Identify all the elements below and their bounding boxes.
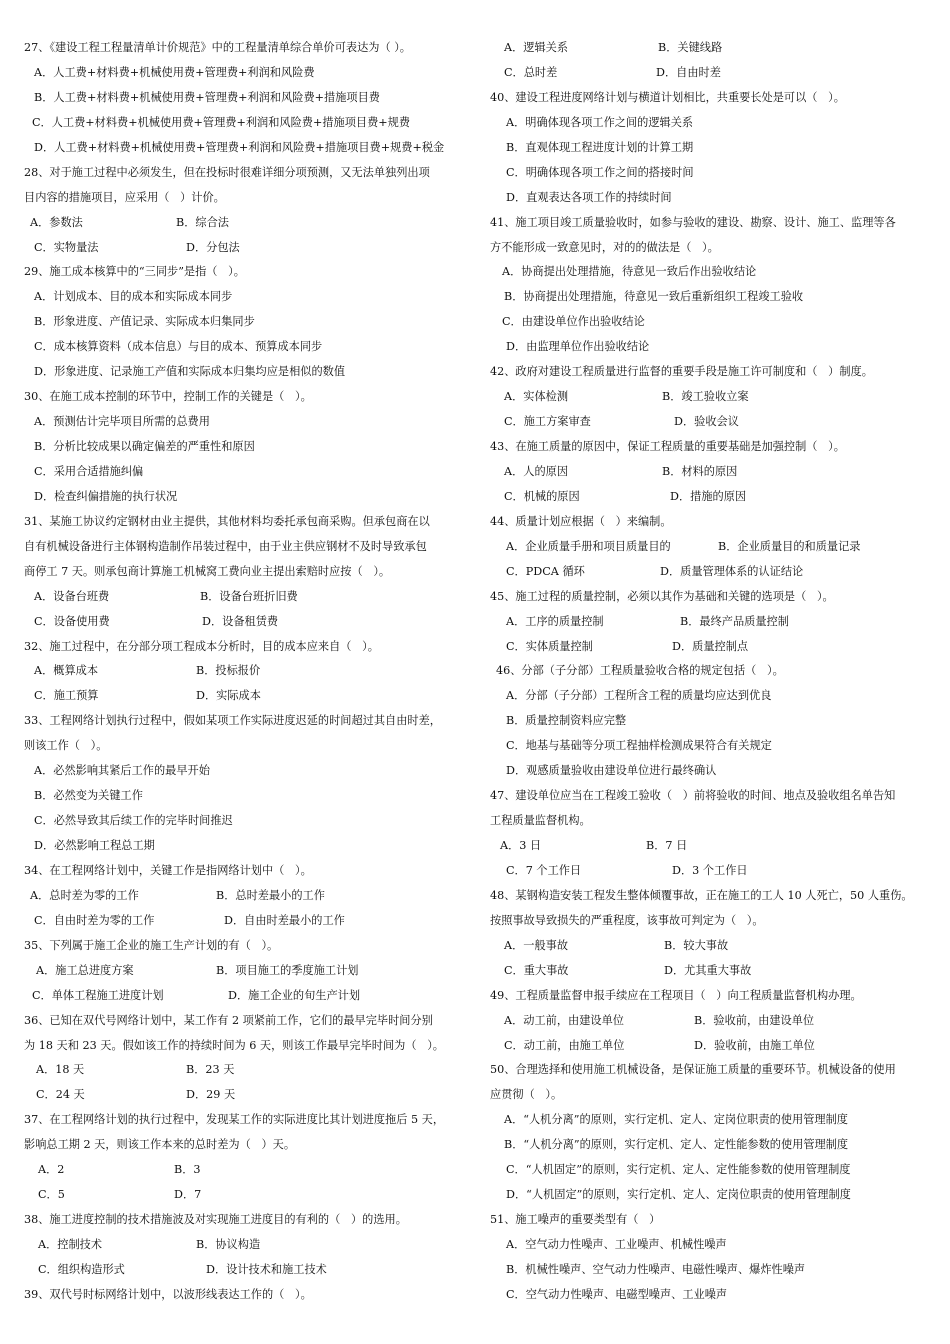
line-text: 46、分部（子分部）工程质量验收合格的规定包括（ ）。 <box>496 664 784 678</box>
text-line <box>490 1283 935 1308</box>
text-line <box>490 111 935 136</box>
line-text: D．形象进度、记录施工产值和实际成本归集均应是相似的数值 <box>34 365 346 379</box>
line-text: 40、建设工程进度网络计划与横道计划相比，共重要长处是可以（ ）。 <box>490 90 845 104</box>
text-line <box>490 759 935 784</box>
line-text: A．空气动力性噪声、工业噪声、机械性噪声 <box>506 1238 727 1251</box>
line-text: A．动工前，由建设单位 <box>504 1013 624 1027</box>
text-line <box>24 784 474 809</box>
line-text: 27、《建设工程工程量清单计价规范》中的工程量清单综合单价可表达为（ ）。 <box>24 41 411 54</box>
option-b-text: D．分包法 <box>186 240 240 254</box>
line-text: C．施工预算 <box>34 689 99 703</box>
text-line <box>490 410 935 435</box>
line-text: C．成本核算资料（成本信息）与目的成本、预算成本同步 <box>34 340 323 354</box>
text-line <box>490 834 935 859</box>
line-text: B．“人机分离”的原则，实行定机、定人、定性能参数的使用管理制度 <box>504 1138 849 1152</box>
text-line <box>490 1158 935 1183</box>
text-line <box>24 211 474 236</box>
text-line <box>490 161 935 186</box>
line-text: 32、施工过程中，在分部分项工程成本分析时，目的成本应来自（ ）。 <box>24 639 379 653</box>
line-text: 49、工程质量监督申报手续应在工程项目（ ）向工程质量监督机构办理。 <box>490 988 862 1002</box>
text-line <box>490 659 935 684</box>
line-text: A．2 <box>38 1163 65 1177</box>
option-b-text: D．措施的原因 <box>670 489 747 503</box>
line-text: A．分部（子分部）工程所含工程的质量均应达到优良 <box>506 689 772 703</box>
option-b-text: B．较大事故 <box>664 938 729 952</box>
text-line <box>24 610 474 635</box>
line-text: 31、某施工协议约定钢材由业主提供，其他材料均委托承包商采购。但承包商在以 <box>24 514 430 528</box>
line-text: C．组织构造形式 <box>38 1262 125 1276</box>
line-text: C．空气动力性噪声、电磁型噪声、工业噪声 <box>506 1287 728 1301</box>
line-text: 44、质量计划应根据（ ）来编制。 <box>490 514 672 528</box>
option-b-text: B．企业质量目的和质量记录 <box>718 539 861 553</box>
line-text: 33、工程网络计划执行过程中，假如某项工作实际进度迟延的时间超过其自由时差， <box>24 714 441 728</box>
text-line <box>24 410 474 435</box>
line-text: 34、在工程网络计划中，关键工作是指网络计划中（ ）。 <box>24 863 312 877</box>
line-text: 42、政府对建设工程质量进行监督的重要手段是施工许可制度和（ ）制度。 <box>490 365 873 379</box>
text-line <box>24 61 474 86</box>
option-b-text: D．29 天 <box>186 1088 236 1102</box>
text-line <box>24 709 474 734</box>
line-text: A．“人机分离”的原则，实行定机、定人、定岗位职责的使用管理制度 <box>504 1113 848 1127</box>
text-line <box>490 1133 935 1158</box>
text-line <box>24 834 474 859</box>
line-text: A．人工费+材料费+机械使用费+管理费+利润和风险费 <box>34 65 315 79</box>
line-text: 35、下列属于施工企业的施工生产计划的有（ ）。 <box>24 938 279 952</box>
line-text: C．必然导致其后续工作的完毕时间推迟 <box>34 814 233 828</box>
line-text: A．设备台班费 <box>34 589 110 603</box>
text-line <box>490 86 935 111</box>
text-line <box>24 909 474 934</box>
text-line <box>24 86 474 111</box>
line-text: D．必然影响工程总工期 <box>34 839 155 852</box>
option-b-text: B．材料的原因 <box>662 464 738 478</box>
line-text: 38、施工进度控制的技术措施波及对实现施工进度目的有利的（ ）的选用。 <box>24 1213 407 1227</box>
line-text: B．机械性噪声、空气动力性噪声、电磁性噪声、爆炸性噪声 <box>506 1262 806 1276</box>
line-text: 自有机械设备进行主体钢构造制作吊装过程中，由于业主供应钢材不及时导致承包 <box>24 539 427 553</box>
line-text: 28、对于施工过程中必须发生，但在投标时很难详细分项预测，又无法单独列出项 <box>24 165 430 179</box>
line-text: 45、施工过程的质量控制，必须以其作为基础和关键的选项是（ ）。 <box>490 589 834 603</box>
left-column <box>24 36 474 1308</box>
line-text: A．工序的质量控制 <box>506 614 604 628</box>
text-line <box>24 1108 474 1133</box>
text-line <box>24 1208 474 1233</box>
text-line <box>24 1233 474 1258</box>
text-line <box>490 136 935 161</box>
line-text: 方不能形成一致意见时，对的的做法是（ ）。 <box>490 240 719 254</box>
text-line <box>490 859 935 884</box>
text-line <box>490 385 935 410</box>
line-text: C．明确体现各项工作之间的搭接时间 <box>506 165 694 179</box>
text-line <box>490 1258 935 1283</box>
text-line <box>490 535 935 560</box>
text-line <box>490 560 935 585</box>
text-line <box>490 236 935 261</box>
line-text: A．协商提出处理措施，待意见一致后作出验收结论 <box>502 265 757 279</box>
option-b-text: D．验收前，由施工单位 <box>694 1038 815 1052</box>
line-text: 47、建设单位应当在工程竣工验收（ ）前将验收的时间、地点及验收组名单告知 <box>490 789 896 803</box>
text-line <box>490 959 935 984</box>
text-line <box>490 510 935 535</box>
option-b-text: D．验收会议 <box>674 415 739 429</box>
text-line <box>24 161 474 186</box>
text-line <box>490 360 935 385</box>
text-line <box>24 435 474 460</box>
line-text: 目内容的措施项目，应采用（ ）计价。 <box>24 190 225 204</box>
text-line <box>490 684 935 709</box>
line-text: B．必然变为关键工作 <box>34 789 143 803</box>
line-text: D．检查纠偏措施的执行状况 <box>34 489 178 503</box>
text-line <box>490 1034 935 1059</box>
text-line <box>24 659 474 684</box>
text-line <box>24 759 474 784</box>
line-text: A．计划成本、目的成本和实际成本同步 <box>34 290 233 304</box>
line-text: C．“人机固定”的原则，实行定机、定人、定性能参数的使用管理制度 <box>506 1163 851 1177</box>
line-text: A．预测估计完毕项目所需的总费用 <box>34 415 210 429</box>
option-b-text: D．自由时差最小的工作 <box>224 913 345 927</box>
text-line <box>24 1034 474 1059</box>
option-b-text: D．自由时差 <box>656 65 721 79</box>
text-line <box>24 335 474 360</box>
text-line <box>490 1208 935 1233</box>
line-text: 36、已知在双代号网络计划中，某工作有 2 项紧前工作，它们的最早完毕时间分别 <box>24 1013 433 1027</box>
line-text: B．分析比较成果以确定偏差的严重性和原因 <box>34 440 255 453</box>
text-line <box>490 585 935 610</box>
text-line <box>490 61 935 86</box>
text-line <box>490 734 935 759</box>
line-text: A．施工总进度方案 <box>36 963 134 977</box>
text-line <box>24 111 474 136</box>
text-line <box>24 984 474 1009</box>
line-text: A．必然影响其紧后工作的最早开始 <box>34 764 210 778</box>
line-text: 工程质量监督机构。 <box>490 814 591 828</box>
line-text: C．机械的原因 <box>504 489 580 503</box>
text-line <box>24 884 474 909</box>
line-text: A．3 日 <box>500 839 542 852</box>
option-b-text: B．3 <box>174 1163 201 1177</box>
line-text: A．明确体现各项工作之间的逻辑关系 <box>506 115 694 129</box>
text-line <box>490 909 935 934</box>
text-line <box>24 1158 474 1183</box>
text-line <box>490 809 935 834</box>
text-line <box>24 1083 474 1108</box>
text-line <box>490 310 935 335</box>
line-text: C．实物量法 <box>34 240 99 254</box>
line-text: C．重大事故 <box>504 963 569 977</box>
text-line <box>24 809 474 834</box>
option-b-text: B．7 日 <box>646 839 688 852</box>
option-b-text: B．设备台班折旧费 <box>200 589 298 603</box>
line-text: B．直观体现工程进度计划的计算工期 <box>506 140 694 154</box>
text-line <box>24 136 474 161</box>
option-b-text: D．质量管理体系的认证结论 <box>660 564 804 578</box>
text-line <box>490 285 935 310</box>
text-line <box>490 335 935 360</box>
text-line <box>24 260 474 285</box>
text-line <box>24 385 474 410</box>
text-line <box>490 435 935 460</box>
text-line <box>24 236 474 261</box>
line-text: 51、施工噪声的重要类型有（ ） <box>490 1213 661 1227</box>
text-line <box>24 1133 474 1158</box>
text-line <box>490 36 935 61</box>
line-text: 48、某钢构造安装工程发生整体倾覆事故，正在施工的工人 10 人死亡，50 人重伤。 <box>490 888 913 902</box>
line-text: 43、在施工质量的原因中，保证工程质量的重要基础是加强控制（ ）。 <box>490 440 845 453</box>
option-b-text: B．协议构造 <box>196 1238 261 1251</box>
text-line <box>24 934 474 959</box>
option-b-text: D．质量控制点 <box>672 639 749 653</box>
text-line <box>24 360 474 385</box>
line-text: A．18 天 <box>36 1063 85 1077</box>
text-line <box>24 635 474 660</box>
text-line <box>24 36 474 61</box>
line-text: C．人工费+材料费+机械使用费+管理费+利润和风险费+措施项目费+规费 <box>32 115 411 129</box>
line-text: D．直观表达各项工作的持续时间 <box>506 190 672 204</box>
text-line <box>490 186 935 211</box>
option-b-text: D．尤其重大事故 <box>664 963 752 977</box>
line-text: 39、双代号时标网络计划中，以波形线表达工作的（ ）。 <box>24 1287 312 1301</box>
option-b-text: B．项目施工的季度施工计划 <box>216 963 359 977</box>
line-text: C．5 <box>38 1188 65 1202</box>
text-line <box>490 784 935 809</box>
line-text: 商停工 7 天。则承包商计算施工机械窝工费向业主提出索赔时应按（ ）。 <box>24 564 391 578</box>
line-text: 50、合理选择和使用施工机械设备，是保证施工质量的重要环节。机械设备的使用 <box>490 1063 896 1077</box>
option-b-text: D．设计技术和施工技术 <box>206 1262 327 1276</box>
line-text: C．施工方案审查 <box>504 415 591 429</box>
line-text: C．动工前，由施工单位 <box>504 1038 625 1052</box>
text-line <box>24 310 474 335</box>
text-line <box>24 510 474 535</box>
line-text: C．由建设单位作出验收结论 <box>502 315 645 329</box>
line-text: C．设备使用费 <box>34 614 110 628</box>
line-text: B．形象进度、产值记录、实际成本归集同步 <box>34 315 255 329</box>
line-text: 为 18 天和 23 天。假如该工作的持续时间为 6 天，则该工作最早完毕时间为（ ）。 <box>24 1038 444 1052</box>
line-text: D．观感质量验收由建设单位进行最终确认 <box>506 764 717 778</box>
text-line <box>490 635 935 660</box>
option-b-text: D．施工企业的旬生产计划 <box>228 988 361 1002</box>
text-line <box>490 1183 935 1208</box>
text-line <box>24 1183 474 1208</box>
line-text: C．自由时差为零的工作 <box>34 913 155 927</box>
line-text: A．一般事故 <box>504 938 569 952</box>
text-line <box>24 734 474 759</box>
line-text: D．“人机固定”的原则，实行定机、定人、定岗位职责的使用管理制度 <box>506 1188 851 1202</box>
text-line <box>490 460 935 485</box>
line-text: 则该工作（ ）。 <box>24 739 108 753</box>
line-text: A．企业质量手册和项目质量目的 <box>506 539 671 553</box>
text-line <box>490 1233 935 1258</box>
line-text: 应贯彻（ ）。 <box>490 1088 563 1102</box>
line-text: 29、施工成本核算中的“三同步”是指（ ）。 <box>24 265 245 279</box>
line-text: 30、在施工成本控制的环节中，控制工作的关键是（ ）。 <box>24 390 312 404</box>
line-text: C．单体工程施工进度计划 <box>32 988 164 1002</box>
option-b-text: B．投标报价 <box>196 664 261 678</box>
line-text: B．质量控制资料应完整 <box>506 714 627 728</box>
text-line <box>490 1083 935 1108</box>
text-line <box>490 934 935 959</box>
text-line <box>24 560 474 585</box>
line-text: A．参数法 <box>30 215 83 229</box>
text-line <box>24 186 474 211</box>
line-text: A．控制技术 <box>38 1238 103 1251</box>
line-text: C．总时差 <box>504 65 558 79</box>
line-text: D．人工费+材料费+机械使用费+管理费+利润和风险费+措施项目费+规费+税金 <box>34 140 445 154</box>
text-line <box>24 285 474 310</box>
line-text: C．地基与基础等分项工程抽样检测成果符合有关规定 <box>506 739 772 753</box>
line-text: A．逻辑关系 <box>504 41 569 54</box>
right-column <box>490 36 935 1308</box>
text-line <box>24 859 474 884</box>
option-b-text: D．设备租赁费 <box>202 614 279 628</box>
text-line <box>490 984 935 1009</box>
option-b-text: B．竣工验收立案 <box>662 390 749 404</box>
text-line <box>24 1258 474 1283</box>
line-text: D．由监理单位作出验收结论 <box>506 340 650 354</box>
text-line <box>490 709 935 734</box>
option-b-text: B．验收前，由建设单位 <box>694 1013 815 1027</box>
text-line <box>24 1283 474 1308</box>
text-line <box>24 684 474 709</box>
text-line <box>490 1108 935 1133</box>
option-b-text: D．3 个工作日 <box>672 863 748 877</box>
text-line <box>490 884 935 909</box>
text-line <box>24 460 474 485</box>
line-text: A．人的原因 <box>504 464 569 478</box>
line-text: 41、施工项目竣工质量验收时，如参与验收的建设、勘察、设计、施工、监理等各 <box>490 215 896 229</box>
option-b-text: B．关键线路 <box>658 41 723 54</box>
text-line <box>24 485 474 510</box>
text-line <box>490 211 935 236</box>
option-b-text: B．总时差最小的工作 <box>216 888 325 902</box>
text-line <box>24 585 474 610</box>
line-text: B．人工费+材料费+机械使用费+管理费+利润和风险费+措施项目费 <box>34 90 380 104</box>
line-text: A．总时差为零的工作 <box>30 888 139 902</box>
text-line <box>24 1058 474 1083</box>
line-text: 影响总工期 2 天，则该工作本来的总时差为（ ）天。 <box>24 1138 296 1152</box>
text-line <box>490 1009 935 1034</box>
text-line <box>490 610 935 635</box>
option-b-text: B．23 天 <box>186 1063 235 1077</box>
text-line <box>24 535 474 560</box>
line-text: C．采用合适措施纠偏 <box>34 464 144 478</box>
line-text: C．7 个工作日 <box>506 863 582 877</box>
text-line <box>24 959 474 984</box>
line-text: C．PDCA 循环 <box>506 564 585 578</box>
option-b-text: B．最终产品质量控制 <box>680 614 789 628</box>
option-b-text: B．综合法 <box>176 215 229 229</box>
line-text: 37、在工程网络计划的执行过程中，发现某工作的实际进度比其计划进度拖后 5 天， <box>24 1113 445 1127</box>
text-line <box>490 260 935 285</box>
line-text: B．协商提出处理措施，待意见一致后重新组织工程竣工验收 <box>504 290 804 304</box>
line-text: C．24 天 <box>36 1088 85 1102</box>
line-text: 按照事故导致损失的严重程度，该事故可判定为（ ）。 <box>490 913 764 927</box>
option-b-text: D．实际成本 <box>196 689 261 703</box>
text-line <box>24 1009 474 1034</box>
text-line <box>490 1058 935 1083</box>
line-text: A．概算成本 <box>34 664 99 678</box>
text-line <box>490 485 935 510</box>
line-text: C．实体质量控制 <box>506 639 593 653</box>
line-text: A．实体检测 <box>504 390 569 404</box>
option-b-text: D．7 <box>174 1188 202 1202</box>
